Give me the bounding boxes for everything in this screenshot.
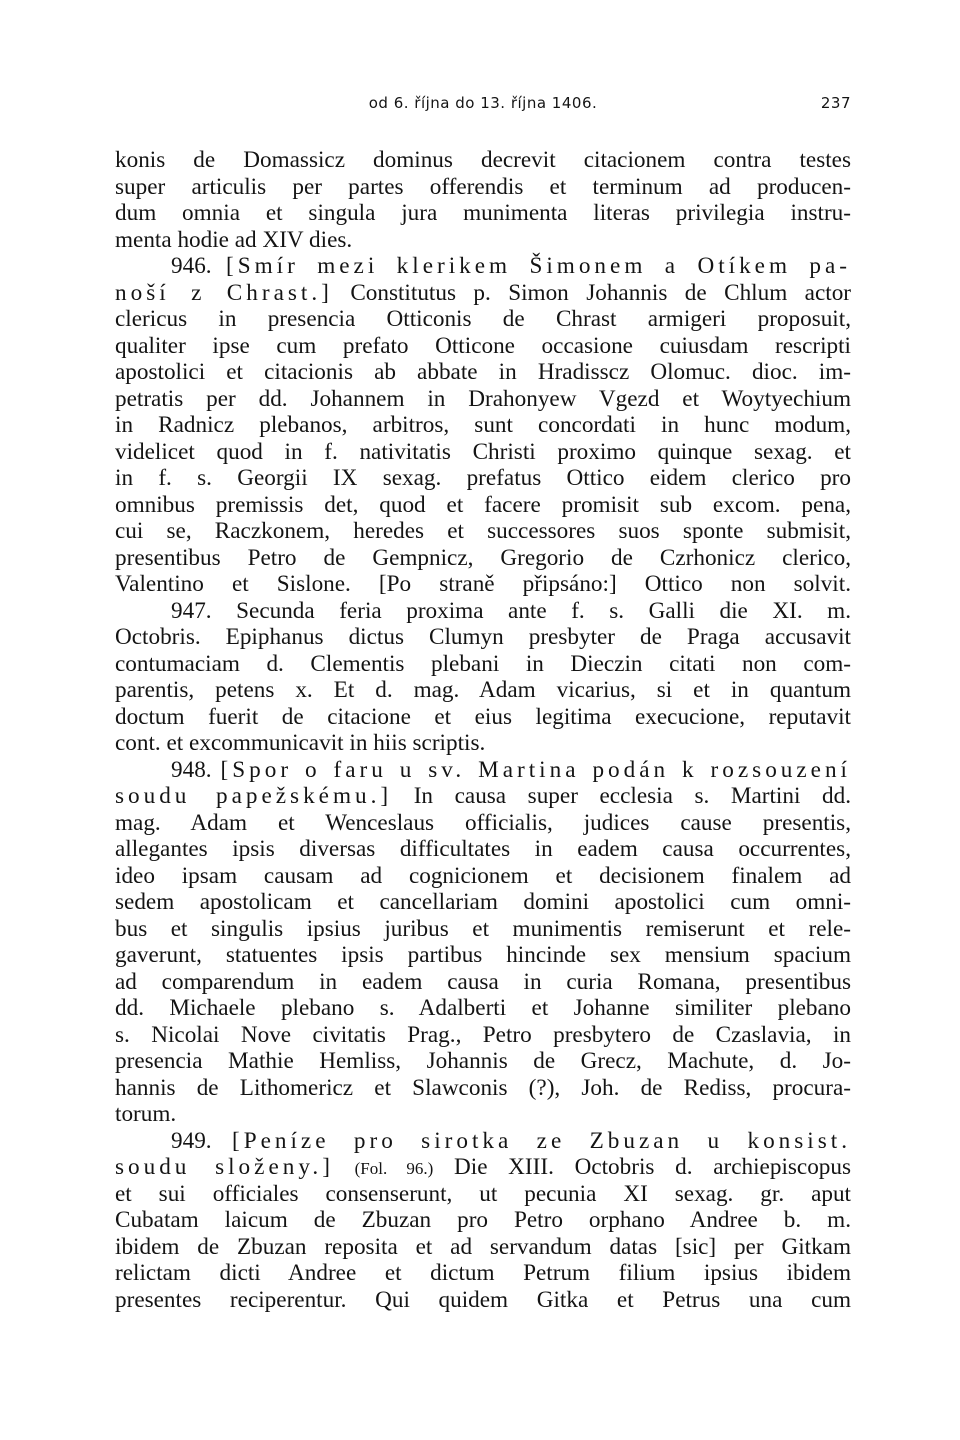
line-text: clericus in presencia Otticonis de Chrast armigeri proposuit, [115,306,851,332]
line-text: relictam dicti Andree et dictum Petrum filium ipsius ibidem [115,1260,851,1286]
line-text: contumaciam d. Clementis plebani in Dieczin citati non com- [115,650,851,677]
text-line [115,174,851,201]
line-text: hannis de Lithomericz et Slawconis (?), Joh. de Rediss, procura- [115,1074,851,1101]
line-text: menta hodie ad XIV dies. [115,226,353,253]
text-line [115,359,851,386]
line-text: Secunda feria proxima ante f. s. Galli die XI. m. [236,597,852,624]
text-line [115,518,851,545]
line-text: konis de Domassicz dominus decrevit citacionem contra testes [115,147,851,173]
text-line [115,1234,851,1261]
text-line [115,200,851,227]
text-line [115,995,851,1022]
line-text: super articulis per partes offerendis et terminum ad producen- [115,173,851,200]
line-text: in f. s. Georgii IX sexag. prefatus Ottico eidem clerico pro [115,465,851,491]
text-line [115,651,851,678]
text-line [115,942,851,969]
line-text: petratis per dd. Johannem in Drahonyew Vgezd et Woytyechium [115,385,851,412]
text-line [115,889,851,916]
text-line [115,1207,851,1234]
line-text: cui se, Raczkonem, heredes et successores suos sponte submisit, [115,518,851,544]
entry-title: noší z Chrast.] [115,279,333,306]
text-line [115,677,851,704]
line-text: in Radnicz plebanos, arbitros, sunt concordati in hunc modum, [115,412,851,438]
entry-title: [Smír mezi klerikem Šimonem a Otíkem pa- [225,253,851,279]
text-line [115,863,851,890]
text-line [115,1048,851,1075]
text-line [115,227,851,254]
folio-marker: (Fol. 96.) [354,1159,434,1178]
text-line [115,624,851,651]
line-text: In causa super ecclesia s. Martini dd. [413,783,851,809]
line-text: apostolici et citacionis ab abbate in Hradissсz Olomuc. dioc. im- [115,359,851,385]
entry-title: [Peníze pro sirotka ze Zbuzan u konsist. [231,1127,852,1154]
line-text: qualiter ipse cum prefato Otticone occasione cuiusdam rescripti [115,332,851,359]
entry-heading-946 [115,253,851,280]
line-text: parentis, petens x. Et d. mag. Adam vicarius, si et in quantum [115,677,851,703]
entry-heading-948 [115,757,851,784]
line-text: cont. et excommunicavit in hiis scriptis. [115,730,486,756]
entry-number: 947. [171,597,212,624]
text-line [115,1075,851,1102]
text-line [115,1260,851,1287]
line-text: ideo ipsam causam ad cognicionem et decisionem finalem ad [115,862,851,889]
text-line [115,1181,851,1208]
line-text: doctum fuerit de citacione et eius legitima execucione, reputavit [115,703,851,730]
line-text: dum omnia et singula jura munimenta literas privilegia instru- [115,200,851,226]
entry-title: [Spor o faru u sv. Martina podán k rozsouzení [220,756,851,783]
text-line [115,969,851,996]
text-line [115,412,851,439]
entry-number: 946. [171,253,212,279]
text-line [115,1154,851,1181]
line-text: allegantes ipsis diversas difficultates in eadem causa occurrentes, [115,836,851,862]
line-text: ibidem de Zbuzan reposita et ad servandum datas [sic] per Gitkam [115,1233,851,1260]
line-text: Cubatam laicum de Zbuzan pro Petro orphano Andree b. m. [115,1207,851,1233]
running-head [115,94,851,118]
text-line [115,810,851,837]
text-line [115,916,851,943]
text-line [115,386,851,413]
line-text: presentes reciperentur. Qui quidem Gitka et Petrus una cum [115,1286,851,1313]
line-text: mag. Adam et Wenceslaus officialis, judices cause presentis, [115,809,851,836]
entry-number: 948. [171,756,212,783]
entry-title: soudu složeny.] [115,1154,334,1180]
line-text: presentibus Petro de Gempnicz, Gregorio de Czrhonicz clerico, [115,544,851,571]
text-line [115,1101,851,1128]
text-line [115,571,851,598]
text-line [115,836,851,863]
text-line [115,147,851,174]
line-text: videlicet quod in f. nativitatis Christi proximo quinque sexag. et [115,438,851,465]
line-text: torum. [115,1101,177,1127]
text-line [115,465,851,492]
line-text: Octobris. Epiphanus dictus Clumyn presbyter de Praga accusavit [115,624,851,650]
line-text: dd. Michaele plebano s. Adalberti et Johanne similiter plebano [115,995,851,1021]
text-line [115,730,851,757]
line-text: gaverunt, statuentes ipsis partibus hincinde sex mensium spacium [115,942,851,968]
text-line [115,492,851,519]
text-line [115,704,851,731]
text-line [115,439,851,466]
text-line [115,280,851,307]
text-line [115,783,851,810]
line-text: Die XIII. Octobris d. archiepiscopus [454,1154,852,1180]
line-text: Constitutus p. Simon Johannis de Chlum actor [350,279,852,306]
line-text: et sui officiales consenserunt, ut pecunia XI sexag. gr. aput [115,1180,851,1207]
text-line [115,306,851,333]
line-text: Valentino et Sislone. [Po straně připsáno:] Ottico non solvit. [115,571,851,597]
entry-heading-949 [115,1128,851,1155]
line-text: s. Nicolai Nove civitatis Prag., Petro presbytero de Czaslavia, in [115,1021,851,1048]
text-line [115,1287,851,1314]
text-line [115,545,851,572]
body-text [115,147,851,1313]
entry-number: 949. [171,1127,212,1154]
line-text: omnibus premissis det, quod et facere promisit sub excom. pena, [115,491,851,518]
line-text: ad comparendum in eadem causa in curia Romana, presentibus [115,968,851,995]
page-number: 237 [820,94,851,112]
text-line [115,333,851,360]
entry-heading-947 [115,598,851,625]
running-head-title: od 6. října do 13. října 1406. [368,94,598,112]
line-text: presencia Mathie Hemliss, Johannis de Grecz, Machute, d. Jo- [115,1048,851,1074]
line-text: sedem apostolicam et cancellariam domini apostolici cum omni- [115,889,851,915]
entry-title: soudu papežskému.] [115,783,393,809]
text-line [115,1022,851,1049]
line-text: bus et singulis ipsius juribus et munimentis remiserunt et rele- [115,915,851,942]
